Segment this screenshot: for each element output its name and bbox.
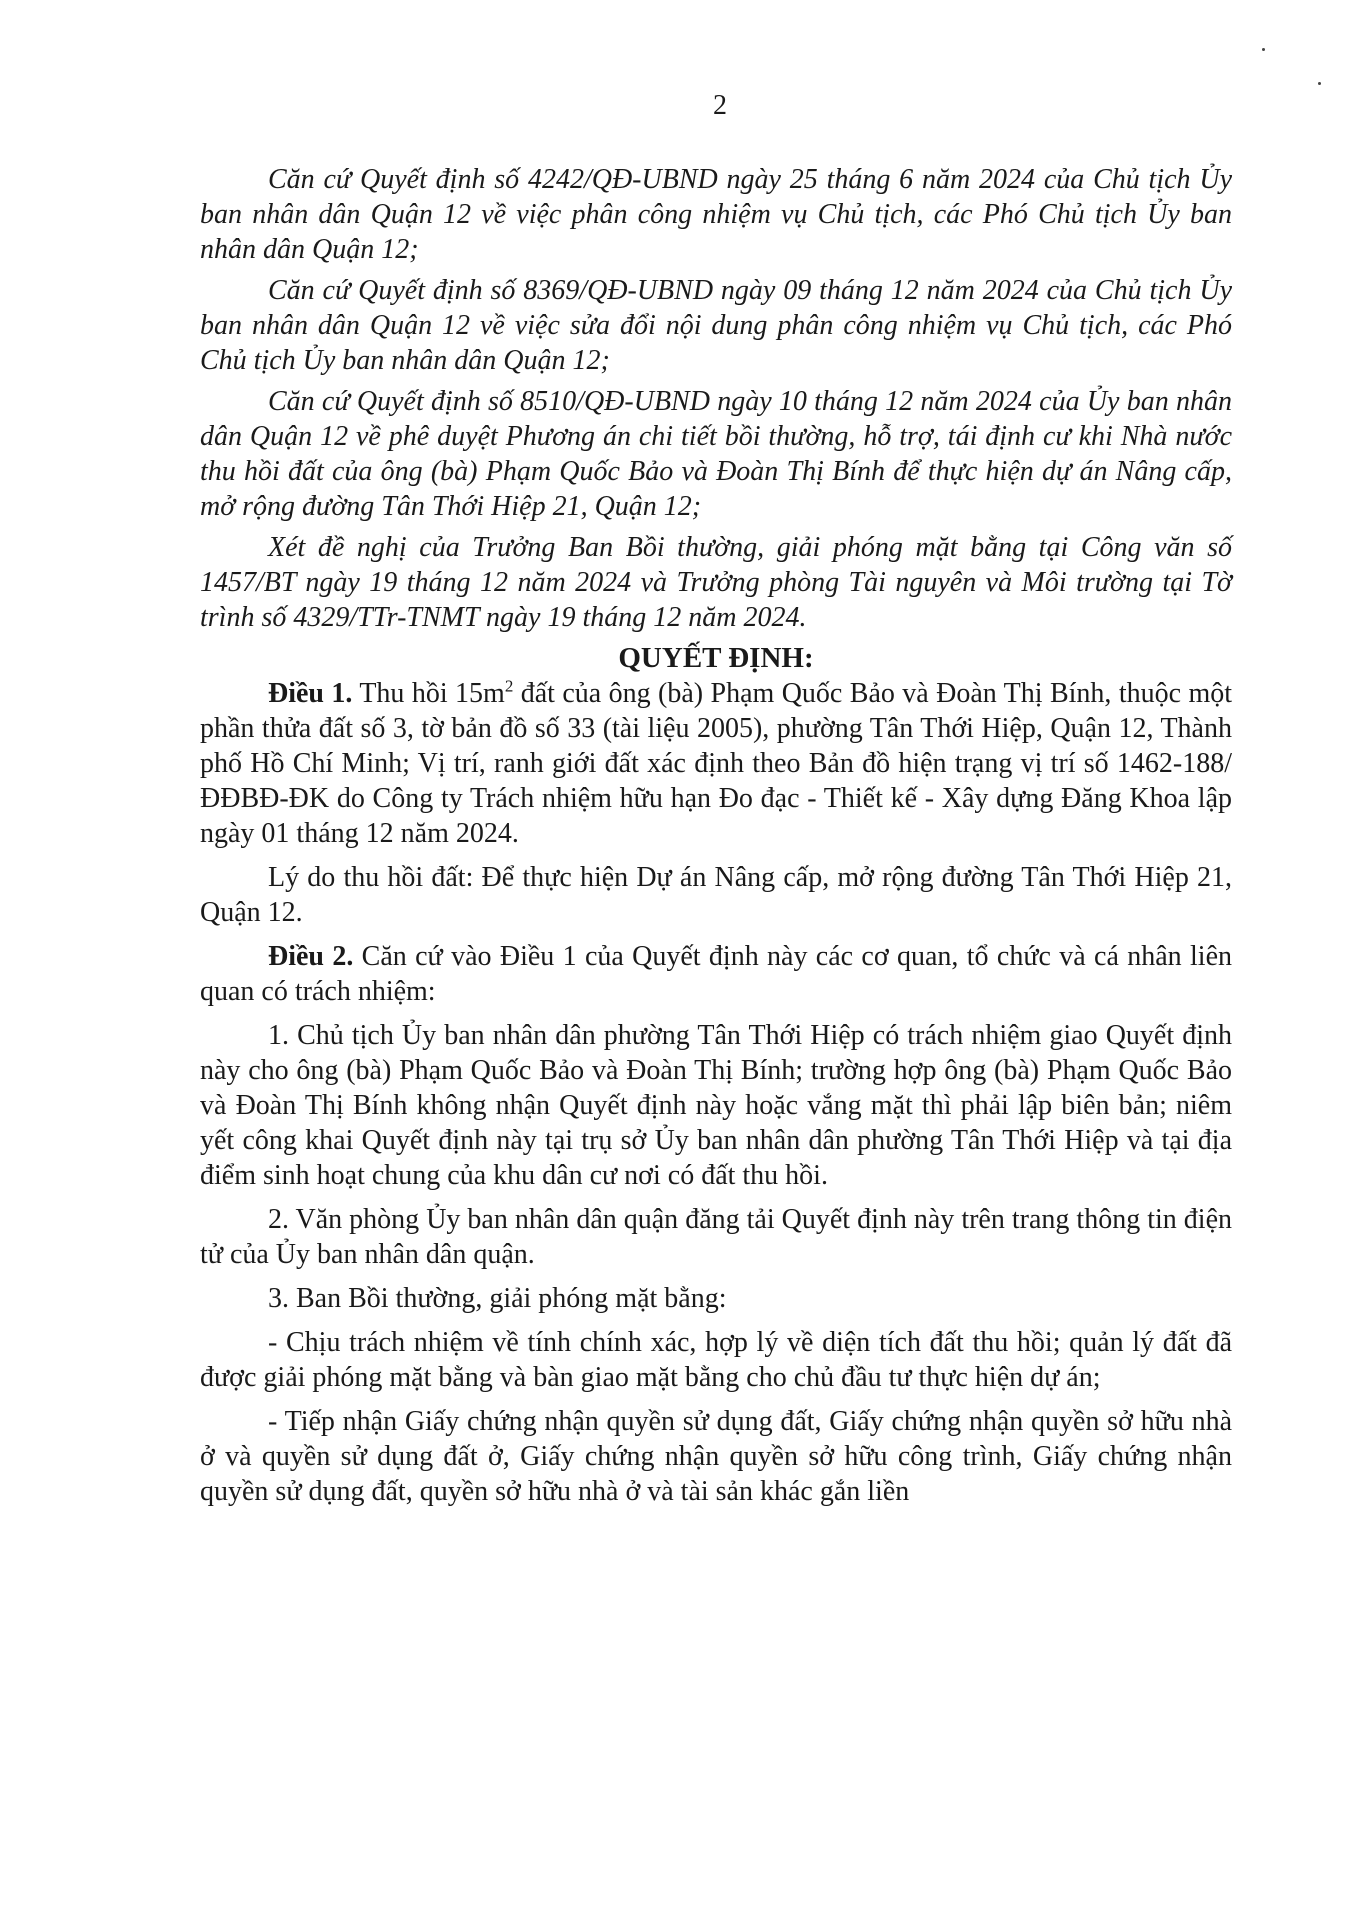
article-1-label: Điều 1. <box>268 678 353 709</box>
article-1 <box>200 676 1232 851</box>
document-body <box>200 162 1232 1518</box>
article-1-text-b: đất của ông (bà) Phạm Quốc Bảo và Đoàn Thị Bính, thuộc một phần thửa đất số 3, tờ bản đồ số 33 (tài liệu 2005), phường Tân Thới Hiệp, Quận 12, Thành phố Hồ Chí Minh; Vị trí, ranh giới đất xác định theo Bản đồ hiện trạng vị trí số 1462-188/ĐĐBĐ-ĐK do Công ty Trách nhiệm hữu hạn Đo đạc - Thiết kế - Xây dựng Đăng Khoa lập ngày 01 tháng 12 năm 2024. <box>200 678 1233 849</box>
article-2-item: - Chịu trách nhiệm về tính chính xác, hợp lý về diện tích đất thu hồi; quản lý đất đã được giải phóng mặt bằng và bàn giao mặt bằng cho chủ đầu tư thực hiện dự án; <box>200 1327 1232 1393</box>
article-2 <box>200 939 1232 1009</box>
preamble-paragraph: Căn cứ Quyết định số 8369/QĐ-UBND ngày 09 tháng 12 năm 2024 của Chủ tịch Ủy ban nhân dân Quận 12 về việc sửa đổi nội dung phân công nhiệm vụ Chủ tịch, các Phó Chủ tịch Ủy ban nhân dân Quận 12; <box>200 275 1232 376</box>
article-2-item: 3. Ban Bồi thường, giải phóng mặt bằng: <box>268 1283 727 1314</box>
article-2-label: Điều 2. <box>268 941 354 972</box>
decision-title: QUYẾT ĐỊNH: <box>618 642 814 674</box>
scan-speck <box>1318 82 1321 85</box>
article-1-text-a: Thu hồi 15m <box>352 678 505 709</box>
article-2-item: 2. Văn phòng Ủy ban nhân dân quận đăng tải Quyết định này trên trang thông tin điện tử của Ủy ban nhân dân quận. <box>200 1204 1232 1270</box>
article-2-item: - Tiếp nhận Giấy chứng nhận quyền sử dụng đất, Giấy chứng nhận quyền sở hữu nhà ở và quyền sử dụng đất ở, Giấy chứng nhận quyền sở hữu công trình, Giấy chứng nhận quyền sử dụng đất, quyền sở hữu nhà ở và tài sản khác gắn liền <box>200 1406 1232 1507</box>
preamble-paragraph: Căn cứ Quyết định số 4242/QĐ-UBND ngày 25 tháng 6 năm 2024 của Chủ tịch Ủy ban nhân dân Quận 12 về việc phân công nhiệm vụ Chủ tịch, các Phó Chủ tịch Ủy ban nhân dân Quận 12; <box>200 164 1232 265</box>
preamble-paragraph: Xét đề nghị của Trưởng Ban Bồi thường, giải phóng mặt bằng tại Công văn số 1457/BT ngày 19 tháng 12 năm 2024 và Trưởng phòng Tài nguyên và Môi trường tại Tờ trình số 4329/TTr-TNMT ngày 19 tháng 12 năm 2024. <box>200 532 1232 633</box>
article-2-intro: Căn cứ vào Điều 1 của Quyết định này các cơ quan, tổ chức và cá nhân liên quan có trách nhiệm: <box>200 941 1232 1007</box>
superscript: 2 <box>504 676 514 696</box>
scan-speck <box>1262 48 1265 51</box>
article-1-reason: Lý do thu hồi đất: Để thực hiện Dự án Nâng cấp, mở rộng đường Tân Thới Hiệp 21, Quận 12. <box>200 862 1232 928</box>
preamble-paragraph: Căn cứ Quyết định số 8510/QĐ-UBND ngày 10 tháng 12 năm 2024 của Ủy ban nhân dân Quận 12 về phê duyệt Phương án chi tiết bồi thường, hỗ trợ, tái định cư khi Nhà nước thu hồi đất của ông (bà) Phạm Quốc Bảo và Đoàn Thị Bính để thực hiện dự án Nâng cấp, mở rộng đường Tân Thới Hiệp 21, Quận 12; <box>200 386 1232 522</box>
page-number: 2 <box>713 90 727 121</box>
article-2-item: 1. Chủ tịch Ủy ban nhân dân phường Tân Thới Hiệp có trách nhiệm giao Quyết định này cho ông (bà) Phạm Quốc Bảo và Đoàn Thị Bính; trường hợp ông (bà) Phạm Quốc Bảo và Đoàn Thị Bính không nhận Quyết định này hoặc vắng mặt thì phải lập biên bản; niêm yết công khai Quyết định này tại trụ sở Ủy ban nhân dân phường Tân Thới Hiệp và tại địa điểm sinh hoạt chung của khu dân cư nơi có đất thu hồi. <box>200 1020 1232 1191</box>
